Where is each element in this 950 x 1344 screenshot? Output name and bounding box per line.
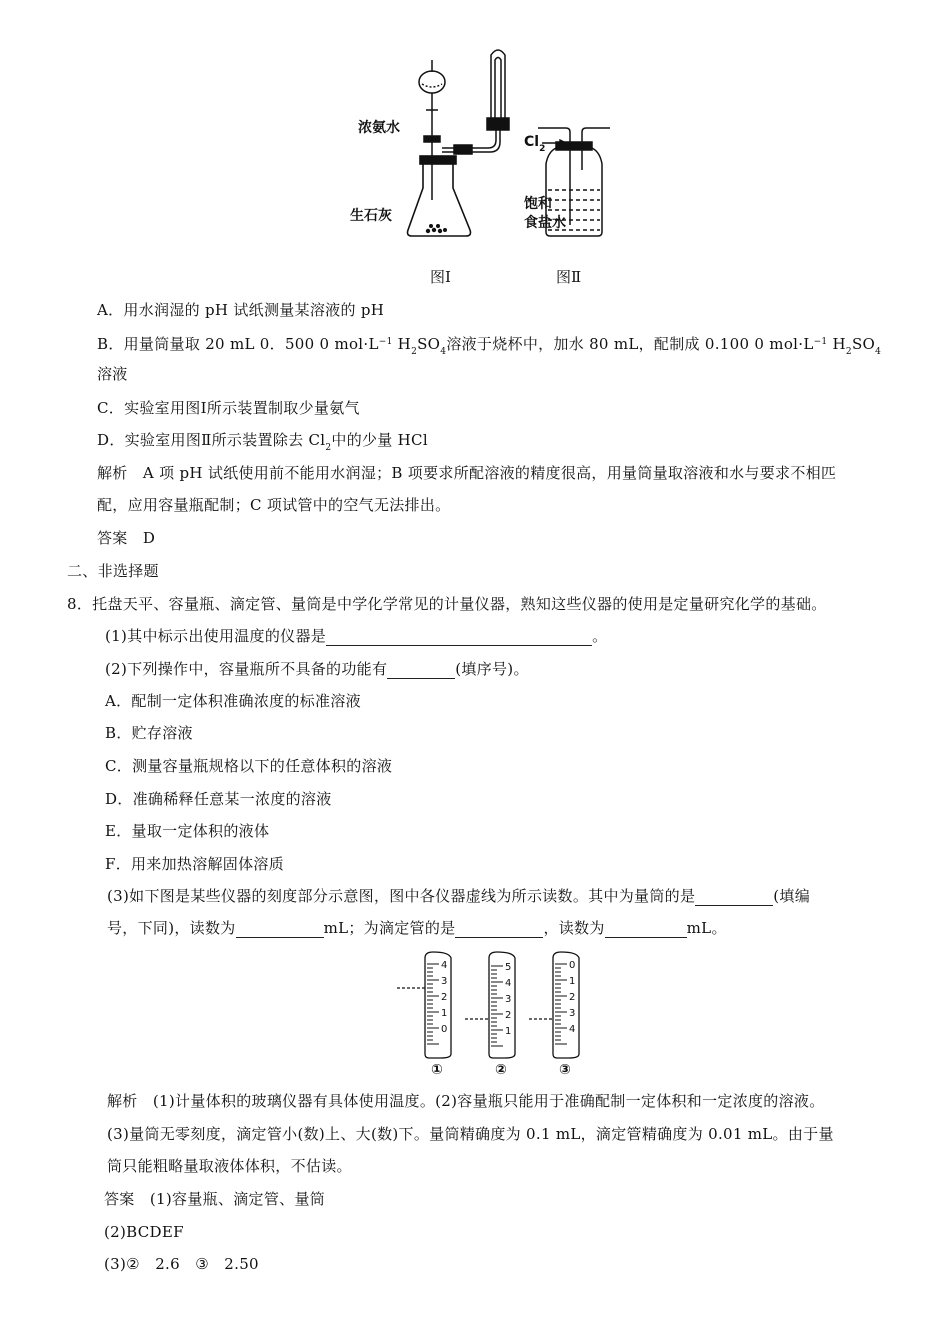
q8-answer-1: 答案 (1)容量瓶、滴定管、量筒 [104, 1190, 326, 1208]
q8-p3-text-a: (3)如下图是某些仪器的刻度部分示意图，图中各仪器虚线为所示读数。其中为量筒的是 [107, 887, 696, 905]
q8-p2-blank[interactable] [387, 663, 455, 679]
q8-p1-blank[interactable] [326, 630, 592, 646]
q7-b-sub-3: 2 [845, 347, 852, 357]
q8-p3-blank-burette[interactable] [455, 922, 543, 938]
label-brine-1: 饱和 [524, 196, 552, 212]
q7-option-b [97, 334, 881, 357]
q7-b-text-3: SO [417, 335, 441, 353]
inst1-tick-0: 4 [441, 960, 448, 971]
inst1-tick-3: 1 [441, 1008, 448, 1019]
q7-b-text-4: 溶液于烧杯中，加水 80 mL，配制成 0.100 0 mol·L [446, 335, 814, 353]
q8-option-e: E．量取一定体积的液体 [105, 822, 270, 840]
q7-analysis-2: 配，应用容量瓶配制；C 项试管中的空气无法排出。 [97, 496, 451, 514]
q7-d-text-1: D．实验室用图Ⅱ所示装置除去 Cl [97, 431, 326, 449]
q7-b-text-2: H [392, 335, 412, 353]
q7-b-text-6: SO [851, 335, 876, 353]
q7-b-sub-2: 4 [440, 347, 447, 357]
inst-label-2: ② [495, 1062, 507, 1078]
q7-option-c: C．实验室用图Ⅰ所示装置制取少量氨气 [97, 399, 360, 417]
q8-part1 [105, 626, 607, 646]
q8-answer-3: (3)② 2.6 ③ 2.50 [104, 1255, 259, 1273]
q7-b-sup-2: −1 [813, 337, 828, 347]
q8-stem: 8．托盘天平、容量瓶、滴定管、量筒是中学化学常见的计量仪器，熟知这些仪器的使用是定量研究化学的基础。 [67, 595, 827, 613]
label-ammonia: 浓氨水 [358, 120, 400, 136]
q8-p1-text: (1)其中标示出使用温度的仪器是 [105, 627, 327, 645]
inst1-tick-4: 0 [441, 1024, 448, 1035]
label-cl2 [524, 134, 546, 154]
instruments-figure [395, 948, 595, 1078]
q8-analysis-2: (3)量筒无零刻度，滴定管小(数)上、大(数)下。量筒精确度为 0.1 mL，滴定管精确度为 0.01 mL。由于量 [107, 1125, 834, 1143]
q8-option-f: F．用来加热溶解固体溶质 [105, 855, 285, 873]
q8-p3-text-c: 号，下同)，读数为 [107, 919, 236, 937]
q7-d-text-2: 中的少量 HCl [331, 431, 428, 449]
q8-p3-blank-reading2[interactable] [605, 922, 687, 938]
q7-analysis-1: 解析 A 项 pH 试纸使用前不能用水润湿；B 项要求所配溶液的精度很高，用量筒量取溶液和水与要求不相匹 [97, 464, 837, 482]
q7-d-sub: 2 [325, 443, 332, 453]
q8-option-a: A．配制一定体积准确浓度的标准溶液 [105, 692, 361, 710]
q8-p2-text: (2)下列操作中，容量瓶所不具备的功能有 [105, 660, 388, 678]
q7-b-text-5: H [827, 335, 846, 353]
caption-fig2: 图Ⅱ [556, 268, 582, 286]
q8-part3-line1 [107, 886, 810, 906]
label-lime: 生石灰 [350, 208, 392, 224]
q8-p3-blank-reading1[interactable] [236, 922, 324, 938]
inst2-tick-0: 5 [505, 962, 512, 973]
q8-p1-end: 。 [592, 627, 608, 645]
section-title: 二、非选择题 [67, 562, 159, 580]
q7-b-sub-4: 4 [875, 347, 882, 357]
quicklime-particles [426, 224, 447, 233]
q8-p3-text-d: mL；为滴定管的是 [323, 919, 456, 937]
inst3-tick-0: 0 [569, 960, 576, 971]
label-brine-2: 食盐水 [524, 215, 566, 231]
q8-option-d: D．准确稀释任意某一浓度的溶液 [105, 790, 332, 808]
q8-part3-line2 [107, 918, 727, 938]
q7-option-d [97, 430, 428, 453]
inst2-tick-1: 4 [505, 978, 512, 989]
inst-label-1: ① [431, 1062, 443, 1078]
q8-p3-text-b: (填编 [773, 887, 811, 905]
q7-answer: 答案 D [97, 529, 156, 547]
inst2-tick-2: 3 [505, 994, 512, 1005]
q7-b-sup-1: −1 [378, 337, 393, 347]
cl2-arrow [542, 140, 566, 146]
q8-p3-blank-cylinder[interactable] [695, 890, 773, 906]
label-cl2-text: Cl [524, 134, 540, 150]
label-cl2-sub: 2 [539, 144, 546, 154]
q8-p3-text-e: ，读数为 [543, 919, 605, 937]
inst3-tick-2: 2 [569, 992, 576, 1003]
q8-p3-text-f: mL。 [686, 919, 727, 937]
q8-option-b: B．贮存溶液 [105, 724, 193, 742]
inst1-tick-2: 2 [441, 992, 448, 1003]
q8-option-c: C．测量容量瓶规格以下的任意体积的溶液 [105, 757, 393, 775]
inst-label-3: ③ [559, 1062, 571, 1078]
q8-part2 [105, 659, 529, 679]
q7-b-sub-1: 2 [411, 347, 418, 357]
inst1-tick-1: 3 [441, 976, 448, 987]
q7-b-text-1: B．用量筒量取 20 mL 0．500 0 mol·L [97, 335, 379, 353]
q7-option-a: A．用水润湿的 pH 试纸测量某溶液的 pH [97, 301, 385, 319]
q8-p2-end: (填序号)。 [455, 660, 529, 678]
q7-option-b-cont: 溶液 [97, 365, 128, 383]
q8-answer-2: (2)BCDEF [104, 1223, 184, 1241]
erlenmeyer-flask [408, 156, 471, 236]
q8-analysis-1: 解析 (1)计量体积的玻璃仪器有具体使用温度。(2)容量瓶只能用于准确配制一定体积和一定浓度的溶液。 [107, 1092, 825, 1110]
inst2-tick-3: 2 [505, 1010, 512, 1021]
inst3-tick-1: 1 [569, 976, 576, 987]
inst2-tick-4: 1 [505, 1026, 512, 1037]
q8-analysis-3: 筒只能粗略量取液体体积，不估读。 [107, 1157, 352, 1175]
inst3-tick-3: 3 [569, 1008, 576, 1019]
inst3-tick-4: 4 [569, 1024, 576, 1035]
drying-tube [487, 50, 509, 130]
caption-fig1: 图Ⅰ [430, 268, 451, 286]
